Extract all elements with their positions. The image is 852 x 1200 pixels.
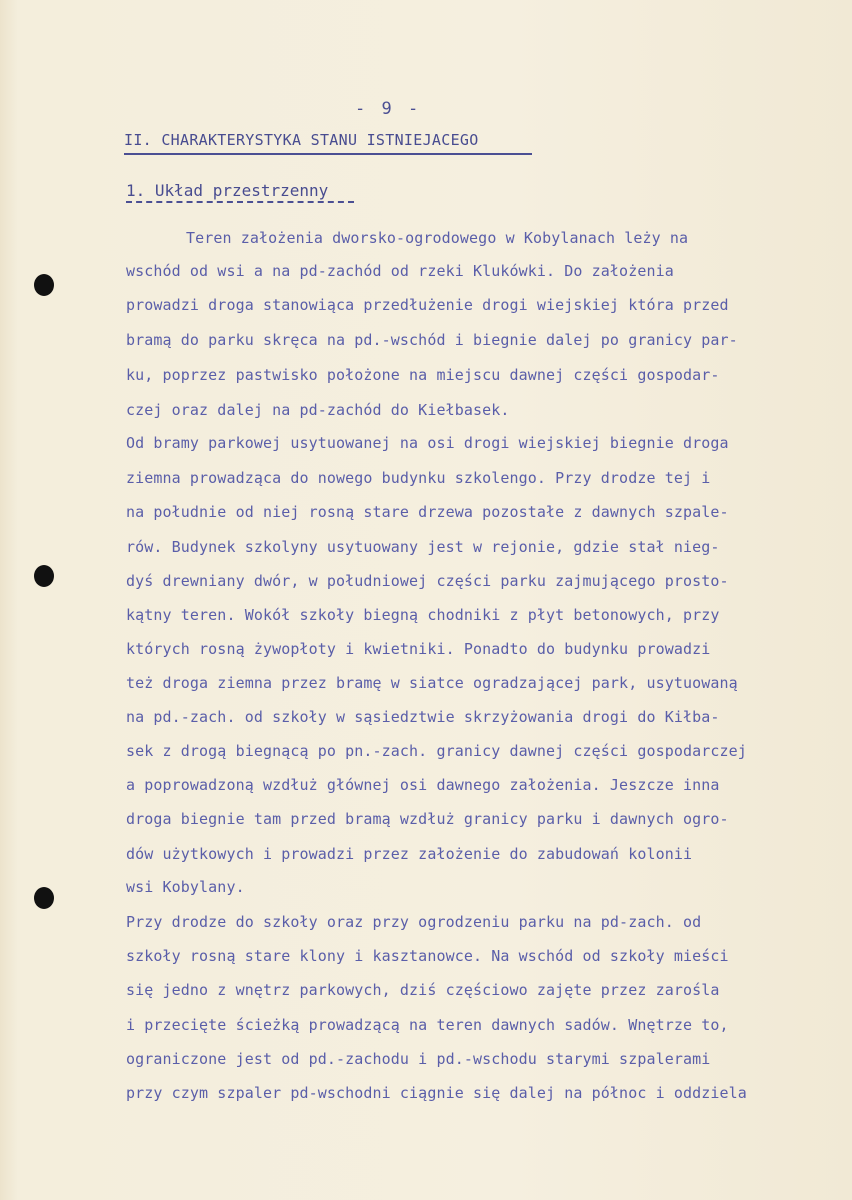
text-line: szkoły rosną stare klony i kasztanowce. Na wschód od szkoły mieści [126, 947, 729, 965]
text-line: na południe od niej rosną stare drzewa pozostałe z dawnych szpale- [126, 503, 729, 521]
subsection-heading: 1. Układ przestrzenny [126, 181, 329, 200]
text-line: Od bramy parkowej usytuowanej na osi drogi wiejskiej biegnie droga [126, 434, 729, 452]
text-line: dów użytkowych i prowadzi przez założenie do zabudowań kolonii [126, 845, 693, 863]
text-line: czej oraz dalej na pd-zachód do Kiełbasek. [126, 401, 510, 419]
text-line: też droga ziemna przez bramę w siatce ogradzającej park, usytuowaną [126, 674, 738, 692]
text-line: Przy drodze do szkoły oraz przy ogrodzeniu parku na pd-zach. od [126, 913, 702, 931]
text-line: wschód od wsi a na pd-zachód od rzeki Klukówki. Do założenia [126, 262, 674, 280]
text-line: wsi Kobylany. [126, 878, 245, 896]
text-line: prowadzi droga stanowiąca przedłużenie drogi wiejskiej która przed [126, 296, 729, 314]
text-line: się jedno z wnętrz parkowych, dziś częściowo zajęte przez zarośla [126, 981, 720, 999]
text-line: sek z drogą biegnącą po pn.-zach. granicy dawnej części gospodarczej [126, 742, 747, 760]
punch-hole [34, 887, 54, 909]
section-heading: II. CHARAKTERYSTYKA STANU ISTNIEJACEGO [124, 131, 479, 149]
text-line: a poprowadzoną wzdłuż głównej osi dawnego założenia. Jeszcze inna [126, 776, 720, 794]
text-line: kątny teren. Wokół szkoły biegną chodniki z płyt betonowych, przy [126, 606, 720, 624]
text-line: bramą do parku skręca na pd.-wschód i biegnie dalej po granicy par- [126, 331, 738, 349]
text-line: ziemna prowadząca do nowego budynku szkolengo. Przy drodze tej i [126, 469, 711, 487]
text-line: dyś drewniany dwór, w południowej części parku zajmującego prosto- [126, 572, 729, 590]
punch-hole [34, 274, 54, 296]
punch-hole [34, 565, 54, 587]
text-line: i przecięte ścieżką prowadzącą na teren dawnych sadów. Wnętrze to, [126, 1016, 729, 1034]
text-line: ograniczone jest od pd.-zachodu i pd.-wschodu starymi szpalerami [126, 1050, 711, 1068]
text-line: których rosną żywopłoty i kwietniki. Ponadto do budynku prowadzi [126, 640, 711, 658]
text-line: na pd.-zach. od szkoły w sąsiedztwie skrzyżowania drogi do Kiłba- [126, 708, 720, 726]
page-number: - 9 - [355, 99, 422, 119]
text-line: ku, poprzez pastwisko położone na miejscu dawnej części gospodar- [126, 366, 720, 384]
heading-underline [124, 153, 532, 155]
text-line: przy czym szpaler pd-wschodni ciągnie się dalej na północ i oddziela [126, 1084, 747, 1102]
text-line: rów. Budynek szkolyny usytuowany jest w rejonie, gdzie stał nieg- [126, 538, 720, 556]
text-line: droga biegnie tam przed bramą wzdłuż granicy parku i dawnych ogro- [126, 810, 729, 828]
text-line: Teren założenia dworsko-ogrodowego w Kobylanach leży na [186, 229, 689, 247]
subheading-underline [126, 201, 354, 203]
